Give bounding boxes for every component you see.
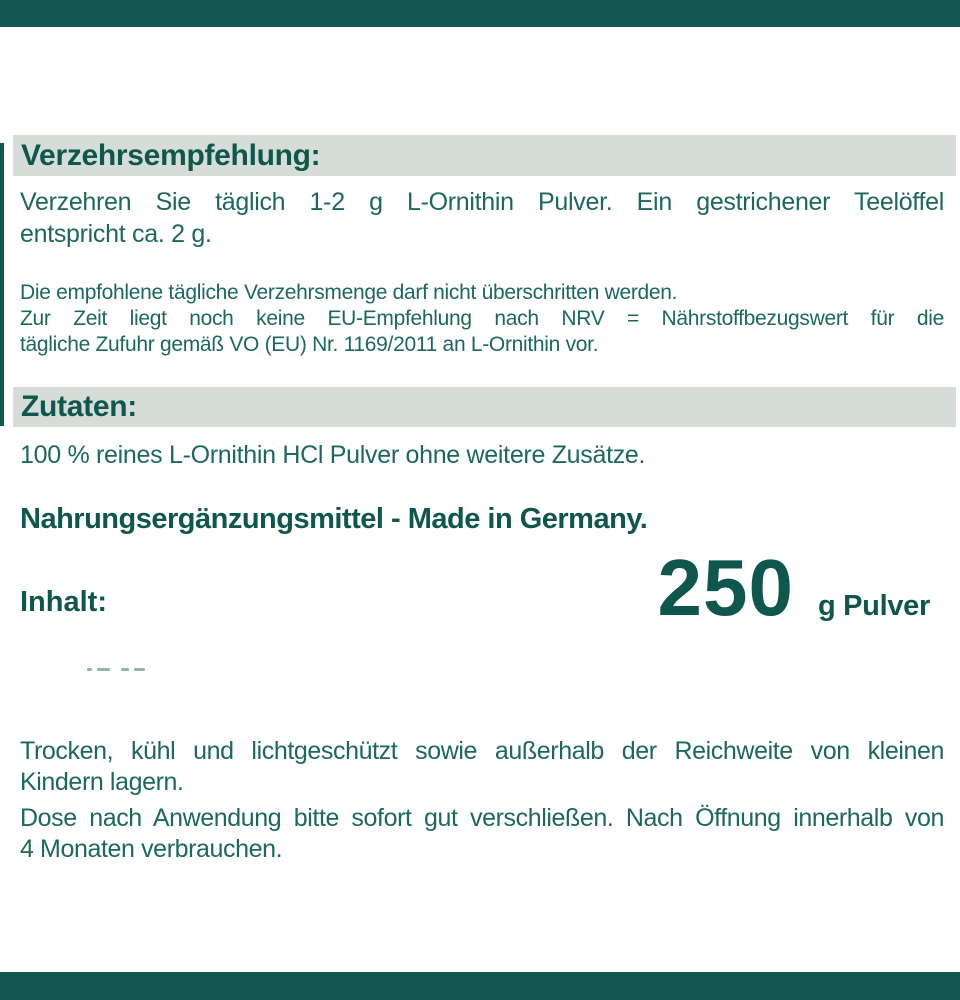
zutaten-heading: Zutaten: bbox=[21, 390, 137, 423]
storage-instructions bbox=[20, 736, 944, 798]
label-bottom-border bbox=[0, 972, 960, 1000]
text-line: entspricht ca. 2 g. bbox=[20, 220, 212, 248]
faded-dash bbox=[134, 668, 145, 671]
content-amount-value: 250 bbox=[657, 543, 794, 632]
text-line: 4 Monaten verbrauchen. bbox=[20, 835, 283, 863]
faded-dash bbox=[121, 668, 129, 671]
inhalt-label: Inhalt: bbox=[20, 586, 107, 618]
nrv-note-line bbox=[20, 280, 944, 306]
text-line: Zur Zeit liegt noch keine EU-Empfehlung nach NRV = Nährstoffbezugswert für die bbox=[20, 307, 944, 330]
text-line: Dose nach Anwendung bitte sofort gut verschließen. Nach Öffnung innerhalb von bbox=[20, 804, 944, 832]
made-in-germany-text: Nahrungsergänzungsmittel - Made in Germany. bbox=[20, 503, 648, 535]
content-amount-unit: g Pulver bbox=[817, 590, 930, 622]
faded-dash bbox=[97, 668, 110, 671]
nrv-note-paragraph bbox=[20, 306, 944, 358]
verzehrsempfehlung-heading: Verzehrsempfehlung: bbox=[21, 138, 321, 172]
section-header-verzehrsempfehlung bbox=[13, 135, 956, 176]
faded-dash bbox=[87, 668, 92, 671]
faded-print-marks bbox=[87, 668, 150, 671]
text-line: Kindern lagern. bbox=[20, 768, 184, 796]
ingredients-text bbox=[20, 439, 944, 471]
text-line: Die empfohlene tägliche Verzehrsmenge darf nicht überschritten werden. bbox=[20, 281, 678, 304]
text-line: Verzehren Sie täglich 1-2 g L-Ornithin Pulver. Ein gestrichener Teelöffel bbox=[20, 188, 944, 216]
label-top-border bbox=[0, 0, 960, 27]
usage-instructions bbox=[20, 803, 944, 865]
text-line: tägliche Zufuhr gemäß VO (EU) Nr. 1169/2011 an L-Ornithin vor. bbox=[20, 333, 599, 356]
dosage-paragraph bbox=[20, 186, 944, 250]
content-amount bbox=[657, 543, 930, 632]
text-line: 100 % reines L-Ornithin HCl Pulver ohne weitere Zusätze. bbox=[20, 441, 646, 469]
text-line: Trocken, kühl und lichtgeschützt sowie außerhalb der Reichweite von kleinen bbox=[20, 737, 944, 765]
label-left-edge-mark bbox=[0, 143, 4, 426]
section-header-zutaten bbox=[13, 387, 956, 427]
